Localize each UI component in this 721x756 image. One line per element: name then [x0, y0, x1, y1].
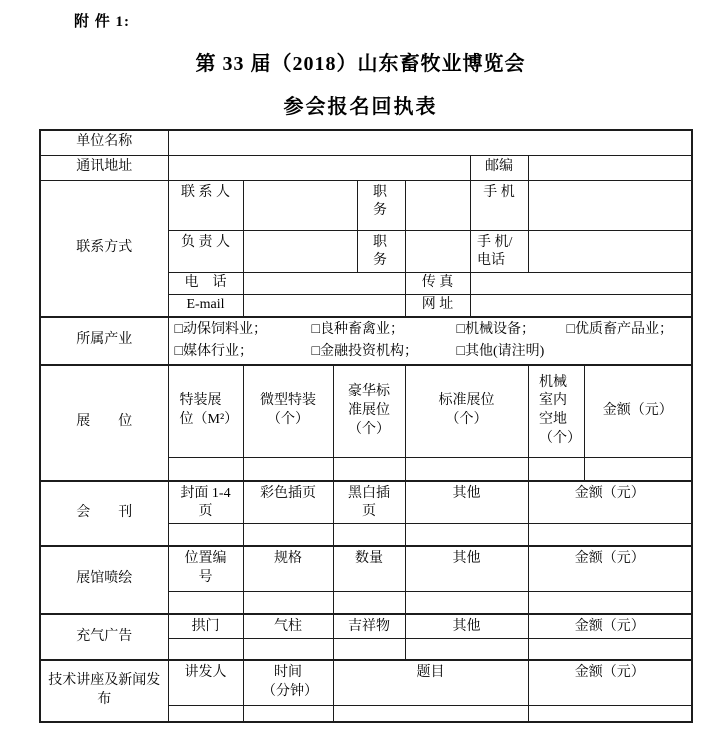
industry-option: [175, 319, 312, 341]
booth-header-mini: 微型特装（个）: [243, 365, 333, 458]
journal-header-color-insert: 彩色插页: [243, 481, 333, 524]
industry-option: [457, 341, 545, 363]
journal-header-bw-insert: 黑白插页: [333, 481, 405, 524]
inflatable-header-arch: 拱门: [168, 614, 243, 638]
inflatable-value-other-cell: [405, 638, 528, 660]
contact-person-position-label: 职 务: [357, 180, 405, 230]
inflatable-value-mascot-cell: [333, 638, 405, 660]
contact-person-input-cell: [243, 180, 357, 230]
inflatable-value-amount-cell: [528, 638, 692, 660]
inflatable-header-mascot: 吉祥物: [333, 614, 405, 638]
contact-person-position-input-cell: [405, 180, 470, 230]
booth-header-standard: 标准展位（个）: [405, 365, 528, 458]
lecture-header-speaker: 讲发人: [168, 660, 243, 705]
checkbox-icon: □: [174, 322, 183, 338]
lecture-value-time-cell: [243, 705, 333, 722]
spray-header-spec: 规格: [243, 546, 333, 592]
checkbox-icon: □: [456, 343, 465, 359]
journal-section-label: 会 刊: [40, 481, 168, 546]
unit-name-input-cell: [168, 130, 692, 155]
industry-option-label: 机械设备；: [464, 322, 535, 338]
checkbox-icon: □: [311, 322, 320, 338]
registration-form-table: [39, 129, 693, 723]
contact-person-mobile-input-cell: [528, 180, 692, 230]
industry-option: [457, 319, 567, 341]
spray-header-quantity: 数量: [333, 546, 405, 592]
postcode-input-cell: [528, 155, 692, 180]
table-row: [40, 317, 692, 364]
booth-value-mini-cell: [243, 458, 333, 481]
contact-person-label: 联 系 人: [168, 180, 243, 230]
lecture-value-amount-cell: [528, 705, 692, 722]
inflatable-section-label: 充气广告: [40, 614, 168, 660]
lecture-header-time: 时间（分钟）: [243, 660, 333, 705]
contact-section-label: 联系方式: [40, 180, 168, 317]
manager-input-cell: [243, 230, 357, 273]
document-title: 第 33 届（2018）山东畜牧业博览会: [195, 53, 526, 75]
journal-value-bw-cell: [333, 524, 405, 546]
checkbox-icon: □: [311, 343, 320, 359]
lecture-section-label: 技术讲座及新闻发布: [40, 660, 168, 722]
manager-label: 负 责 人: [168, 230, 243, 273]
industry-option-label: 优质畜产品业；: [574, 322, 673, 338]
industry-options-line2: [175, 341, 690, 363]
table-row: [40, 130, 692, 155]
table-row: [40, 180, 692, 230]
booth-value-amount-cell: [584, 458, 692, 481]
phone-input-cell: [243, 273, 405, 295]
industry-option: [312, 341, 457, 363]
booth-header-amount: 金额（元）: [584, 365, 692, 458]
email-label: E-mail: [168, 295, 243, 317]
contact-person-mobile-label: 手 机: [470, 180, 528, 230]
fax-label: 传 真: [405, 273, 470, 295]
spray-header-position: 位置编号: [168, 546, 243, 592]
spray-value-other-cell: [405, 592, 528, 614]
manager-position-input-cell: [405, 230, 470, 273]
journal-value-cover-cell: [168, 524, 243, 546]
table-row: [40, 546, 692, 592]
address-label: 通讯地址: [40, 155, 168, 180]
document-subtitle: 参会报名回执表: [283, 96, 438, 118]
industry-option: [567, 319, 673, 341]
checkbox-icon: □: [456, 322, 465, 338]
fax-input-cell: [470, 273, 692, 295]
industry-section-label: 所属产业: [40, 317, 168, 364]
website-label: 网 址: [405, 295, 470, 317]
industry-option-label: 动保饲料业；: [182, 322, 267, 338]
spray-section-label: 展馆喷绘: [40, 546, 168, 614]
website-input-cell: [470, 295, 692, 317]
checkbox-icon: □: [174, 343, 183, 359]
spray-header-other: 其他: [405, 546, 528, 592]
manager-mobile-label: 手 机/电话: [470, 230, 528, 273]
booth-header-special: 特装展位（M²）: [168, 365, 243, 458]
table-row: [40, 614, 692, 638]
industry-option-label: 良种畜禽业；: [319, 322, 404, 338]
booth-value-standard-cell: [405, 458, 528, 481]
industry-option-label: 其他(请注明): [464, 343, 545, 359]
inflatable-header-column: 气柱: [243, 614, 333, 638]
booth-header-machinery-space: 机械室内空地（个）: [528, 365, 584, 458]
email-input-cell: [243, 295, 405, 317]
lecture-value-topic-cell: [333, 705, 528, 722]
inflatable-header-amount: 金额（元）: [528, 614, 692, 638]
industry-option: [312, 319, 457, 341]
manager-position-label: 职 务: [357, 230, 405, 273]
inflatable-value-arch-cell: [168, 638, 243, 660]
checkbox-icon: □: [566, 322, 575, 338]
journal-value-other-cell: [405, 524, 528, 546]
industry-option-label: 金融投资机构；: [319, 343, 418, 359]
spray-header-amount: 金额（元）: [528, 546, 692, 592]
attachment-label: 附 件 1:: [74, 14, 130, 30]
lecture-header-amount: 金额（元）: [528, 660, 692, 705]
journal-header-cover: 封面 1-4 页: [168, 481, 243, 524]
table-row: [40, 481, 692, 524]
booth-value-machinery-cell: [528, 458, 584, 481]
industry-options-cell: [168, 317, 692, 364]
spray-value-amount-cell: [528, 592, 692, 614]
lecture-value-speaker-cell: [168, 705, 243, 722]
spray-value-position-cell: [168, 592, 243, 614]
phone-label: 电 话: [168, 273, 243, 295]
journal-value-color-cell: [243, 524, 333, 546]
booth-header-deluxe: 豪华标准展位（个）: [333, 365, 405, 458]
spray-value-quantity-cell: [333, 592, 405, 614]
unit-name-label: 单位名称: [40, 130, 168, 155]
postcode-label: 邮编: [470, 155, 528, 180]
booth-section-label: 展 位: [40, 365, 168, 481]
manager-mobile-input-cell: [528, 230, 692, 273]
spray-value-spec-cell: [243, 592, 333, 614]
inflatable-value-column-cell: [243, 638, 333, 660]
booth-value-special-cell: [168, 458, 243, 481]
address-input-cell: [168, 155, 470, 180]
industry-options-line1: [175, 319, 690, 341]
industry-option: [175, 341, 312, 363]
journal-header-amount: 金额（元）: [528, 481, 692, 524]
booth-value-deluxe-cell: [333, 458, 405, 481]
table-row: [40, 660, 692, 705]
journal-value-amount-cell: [528, 524, 692, 546]
table-row: [40, 365, 692, 458]
table-row: [40, 155, 692, 180]
journal-header-other: 其他: [405, 481, 528, 524]
industry-option-label: 媒体行业；: [182, 343, 253, 359]
lecture-header-topic: 题目: [333, 660, 528, 705]
inflatable-header-other: 其他: [405, 614, 528, 638]
